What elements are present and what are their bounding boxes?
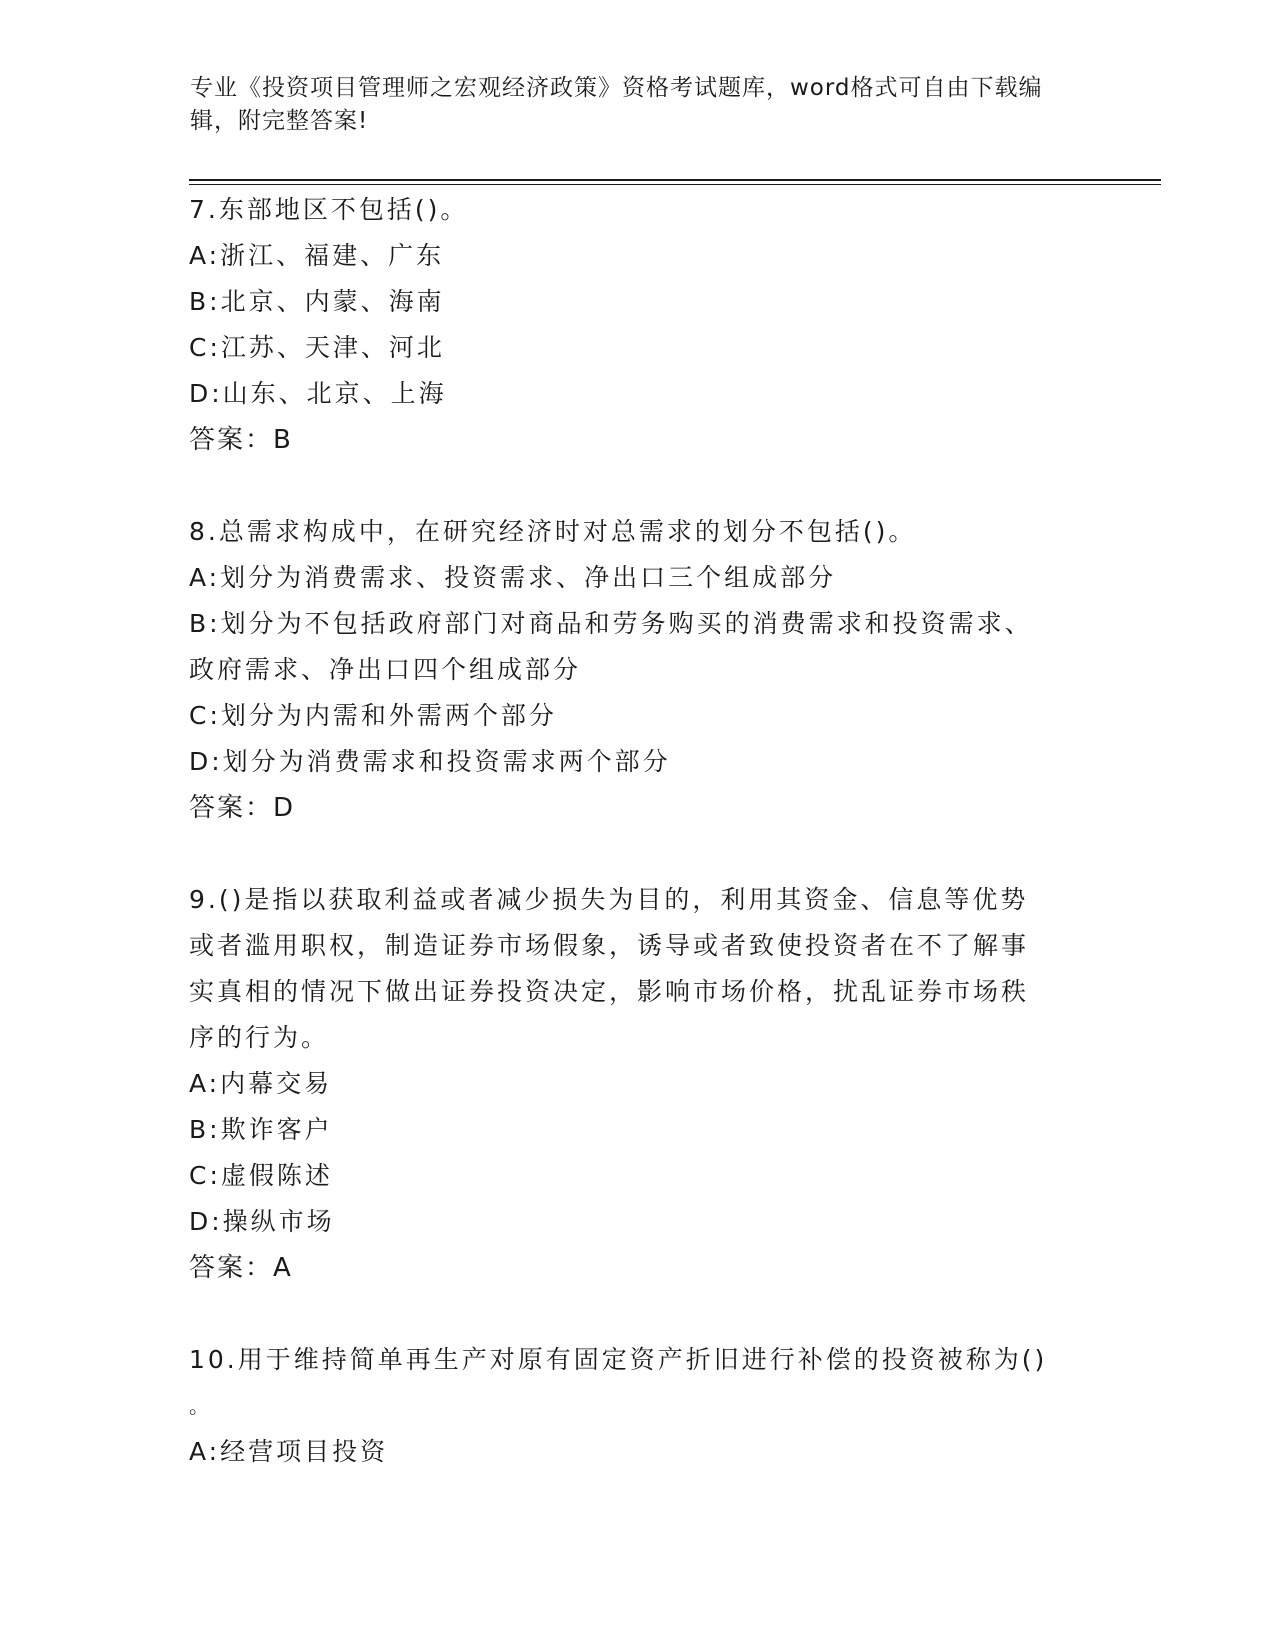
- option-b-continued: 政府需求、净出口四个组成部分: [189, 655, 582, 684]
- option-a: A:划分为消费需求、投资需求、净出口三个组成部分: [189, 563, 837, 592]
- option-c: C:江苏、天津、河北: [189, 333, 445, 362]
- option-d: D:划分为消费需求和投资需求两个部分: [189, 747, 671, 776]
- question-stem: 序的行为。: [189, 1023, 330, 1052]
- option-b: B:划分为不包括政府部门对商品和劳务购买的消费需求和投资需求、: [189, 609, 1033, 638]
- answer-label: 答案：B: [189, 425, 293, 455]
- spacer: [189, 831, 1089, 877]
- option-a: A:内幕交易: [189, 1069, 333, 1098]
- answer-label: 答案：D: [189, 793, 296, 823]
- question-block: [189, 187, 1089, 463]
- question-block: [189, 509, 1089, 831]
- spacer: [189, 463, 1089, 509]
- question-stem: 。: [189, 1394, 212, 1418]
- question-stem: 8.总需求构成中，在研究经济时对总需求的划分不包括()。: [189, 517, 917, 546]
- question-stem: 10.用于维持简单再生产对原有固定资产折旧进行补偿的投资被称为(): [189, 1345, 1048, 1374]
- option-a: A:经营项目投资: [189, 1437, 389, 1466]
- option-d: D:操纵市场: [189, 1207, 335, 1236]
- option-a: A:浙江、福建、广东: [189, 241, 445, 270]
- question-stem: 或者滥用职权，制造证券市场假象，诱导或者致使投资者在不了解事: [189, 931, 1030, 960]
- option-c: C:划分为内需和外需两个部分: [189, 701, 557, 730]
- header-line: 辑，附完整答案!: [190, 108, 369, 134]
- document-header: [190, 72, 1090, 138]
- option-b: B:北京、内蒙、海南: [189, 287, 445, 316]
- answer-label: 答案：A: [189, 1253, 293, 1283]
- option-c: C:虚假陈述: [189, 1161, 333, 1190]
- question-block: [189, 1337, 1089, 1475]
- question-block: [189, 877, 1089, 1291]
- option-d: D:山东、北京、上海: [189, 379, 447, 408]
- header-divider-thin: [189, 184, 1161, 185]
- header-divider-thick: [189, 179, 1161, 181]
- question-stem: 7.东部地区不包括()。: [189, 195, 469, 224]
- spacer: [189, 1291, 1089, 1337]
- question-list: [189, 187, 1089, 1475]
- option-b: B:欺诈客户: [189, 1115, 333, 1144]
- header-line: 专业《投资项目管理师之宏观经济政策》资格考试题库，word格式可自由下载编: [190, 75, 1043, 101]
- question-stem: 9.()是指以获取利益或者减少损失为目的，利用其资金、信息等优势: [189, 885, 1029, 914]
- question-stem: 实真相的情况下做出证券投资决定，影响市场价格，扰乱证券市场秩: [189, 977, 1030, 1006]
